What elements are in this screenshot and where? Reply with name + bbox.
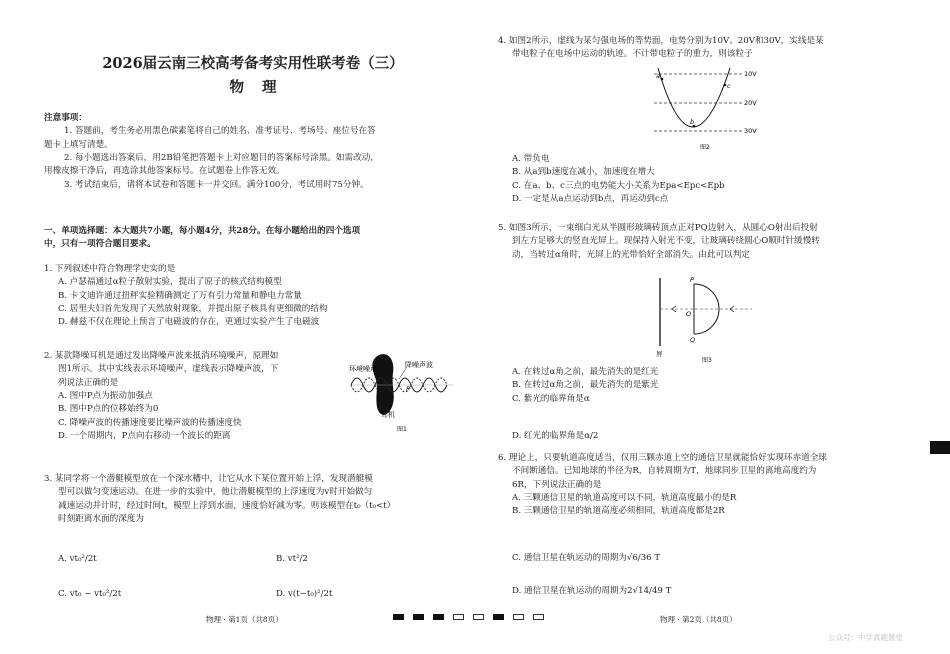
potential-30v: 30V [744,127,757,135]
notice-item: 题卡上填写清楚。 [44,139,113,150]
mark-filled [413,614,424,620]
registration-marks [393,614,544,620]
notice-item: 用橡皮擦干净后，再选涂其他答案标号。在试题卷上作答无效。 [44,166,285,177]
section-heading [44,225,462,252]
question-stem: 6. 理论上，只要轨道高度适当，仅用三颗赤道上空的通信卫星就能恰好实现环赤道全球 [498,453,827,463]
figure-2-equipotential [650,66,768,152]
option: B. 从a到b速度在减小，加速度在增大 [512,167,655,178]
option: C. 居里夫妇首先发现了天然放射现象，并提出原子核具有更细微的结构 [58,303,328,314]
potential-20v: 20V [744,99,757,107]
option: A. 带负电 [512,154,550,164]
mark-empty [533,614,544,620]
question-stem: 时刻距离水面的深度为 [58,513,144,524]
question-stem: 6R，下列说法正确的是 [512,479,602,490]
potential-10v: 10V [744,70,757,78]
label-p: P [690,276,694,284]
question-stem: 动，当转过α角时，光屏上的光带恰好全部消失。由此可以判定 [512,249,750,260]
question-stem: 列说法正确的是 [58,377,119,388]
mark-filled [433,614,444,620]
screen-label: 屏 [656,350,663,358]
question-stem: 不间断通信。已知地球的半径为R，自转周期为T，地球同步卫星的离地高度约为 [512,466,817,477]
option: D. 赫兹不仅在理论上预言了电磁波的存在，更通过实验产生了电磁波 [58,317,320,328]
mark-empty [513,614,524,620]
point-c [724,84,727,87]
section-heading-line: 一、单项选择题：本大题共7小题，每小题4分，共28分。在每小题给出的四个选项 [44,226,361,236]
option: C. 在a、b、c三点的电势能大小关系为Epa<Epc<Epb [512,180,725,191]
question-stem: 4. 如图2所示，虚线为某匀强电场的等势面，电势分别为10V、20V和30V，实线是某 [498,36,824,46]
question-stem: 5. 如图3所示，一束细白光从半圆形玻璃砖顶点正对PQ边射入，从圆心O射出后投射 [498,223,818,233]
earphone-label: 耳机 [381,411,395,419]
mark-filled [493,614,504,620]
right-page [498,0,918,654]
option: C. 通信卫星在轨运动的周期为√6/36 T [512,553,661,563]
section-heading-line: 中，只有一项符合题目要求。 [44,239,156,250]
notice-heading: 注意事项： [44,113,87,123]
mark-empty [453,614,464,620]
question-stem: 到左方足够大的竖直光屏上。现保持入射光不变，让玻璃砖绕圆心O顺时针缓慢转 [512,236,820,247]
label-q: Q [690,336,696,344]
figure-3-glass-semicircle [650,272,760,364]
env-noise-label: 环境噪声 [349,365,377,373]
option: A. 图中P点为振动加强点 [58,390,153,401]
label-o: O [686,310,692,318]
option: D. 一个周期内，P点向右移动一个波长的距离 [58,430,231,441]
option: A. 卢瑟福通过α粒子散射实验，提出了原子的核式结构模型 [58,277,282,288]
figure-caption: 图3 [702,357,712,364]
label-a: a [656,72,660,80]
figure-1-noise-cancel [349,347,461,435]
question-stem: 3. 某同学将一个潜艇模型放在一个深水槽中，让它从水下某位置开始上浮，发现潜艇模 [44,474,373,484]
footer-left-page: 物理 · 第1页（共8页） [206,615,283,624]
option: A. 在转过α角之前，最先消失的是红光 [512,367,659,377]
option: C. vt₀ − vt₀²/2t [58,589,122,599]
question-4 [498,35,918,62]
option: D. 通信卫星在轨运动的周期为2√14/49 T [512,586,672,596]
option: A. 三颗通信卫星的轨道高度可以不同，轨道高度最小的是R [512,492,737,503]
mark-empty [473,614,484,620]
label-b: b [690,118,695,126]
notice-item: 1. 答题前，考生务必用黑色碳素笔将自己的姓名、准考证号、考场号、座位号在答 [64,126,376,137]
option: B. 图中P点的位移始终为0 [58,404,159,415]
anti-noise-label: 降噪声波 [405,361,433,369]
question-stem: 1. 下列叙述中符合物理学史实的是 [44,264,176,274]
option: C. 紫光的临界角是α [512,393,590,404]
question-3 [44,473,462,526]
question-6 [498,452,918,519]
option: C. 降噪声波的传播速度要比噪声波的传播速度快 [58,417,242,428]
notice-item: 2. 每小题选出答案后，用2B铅笔把答题卡上对应题目的答案标号涂黑。如需改动， [64,152,379,163]
footer-right-page: 物理 · 第2页（共8页） [660,615,737,624]
option: A. vt₀²/2t [58,554,97,564]
option: B. vt²/2 [276,554,308,564]
question-stem: 2. 某款降噪耳机是通过发出降噪声波来抵消环境噪声，原理如 [44,351,279,361]
question-4-options [498,153,918,206]
option: B. 卡文迪许通过扭秤实验精确测定了万有引力常量和静电力常量 [58,290,302,301]
question-5 [498,222,918,262]
notice-item: 3. 考试结束后，请将本试卷和答题卡一并交回。满分100分，考试用时75分钟。 [64,179,369,190]
notice-block [44,112,462,192]
option: B. 三颗通信卫星的轨道高度必须相同，轨道高度都是2R [512,506,725,517]
question-stem: 减速运动并计时，经过时间t，模型上浮到水面，速度恰好减为零。则该模型在t₀（t₀<t） [58,500,396,511]
option: D. v(t−t₀)²/2t [276,589,333,599]
option: D. 红光的临界角是α/2 [512,431,599,441]
question-stem: 图1所示。其中实线表示环境噪声，虚线表示降噪声波，下 [58,364,279,375]
watermark: 公众号：中学真题酱堂 [828,633,903,642]
left-page [44,0,462,654]
mark-filled [393,614,404,620]
label-c: c [727,82,731,90]
exam-title: 2026届云南三校高考备考实用性联考卷（三） [102,55,404,72]
subject-title: 物理 [229,79,295,96]
side-tab-marker [930,441,950,454]
point-p-label: P [406,385,410,393]
figure-caption: 图2 [700,144,710,151]
figure-caption: 图1 [397,426,407,433]
question-stem: 带电粒子在电场中运动的轨迹。不计带电粒子的重力，则该粒子 [512,49,753,60]
option: D. 一定是从a点运动到b点，再运动到c点 [512,193,669,204]
question-stem: 型可以做匀变速运动。在进一步的实验中，他让潜艇模型的上浮速度为v时开始做匀 [58,487,373,498]
point-a [661,78,664,81]
question-5-options [498,366,918,406]
option: B. 在转过α角之前，最先消失的是紫光 [512,380,659,391]
question-1 [44,263,462,330]
